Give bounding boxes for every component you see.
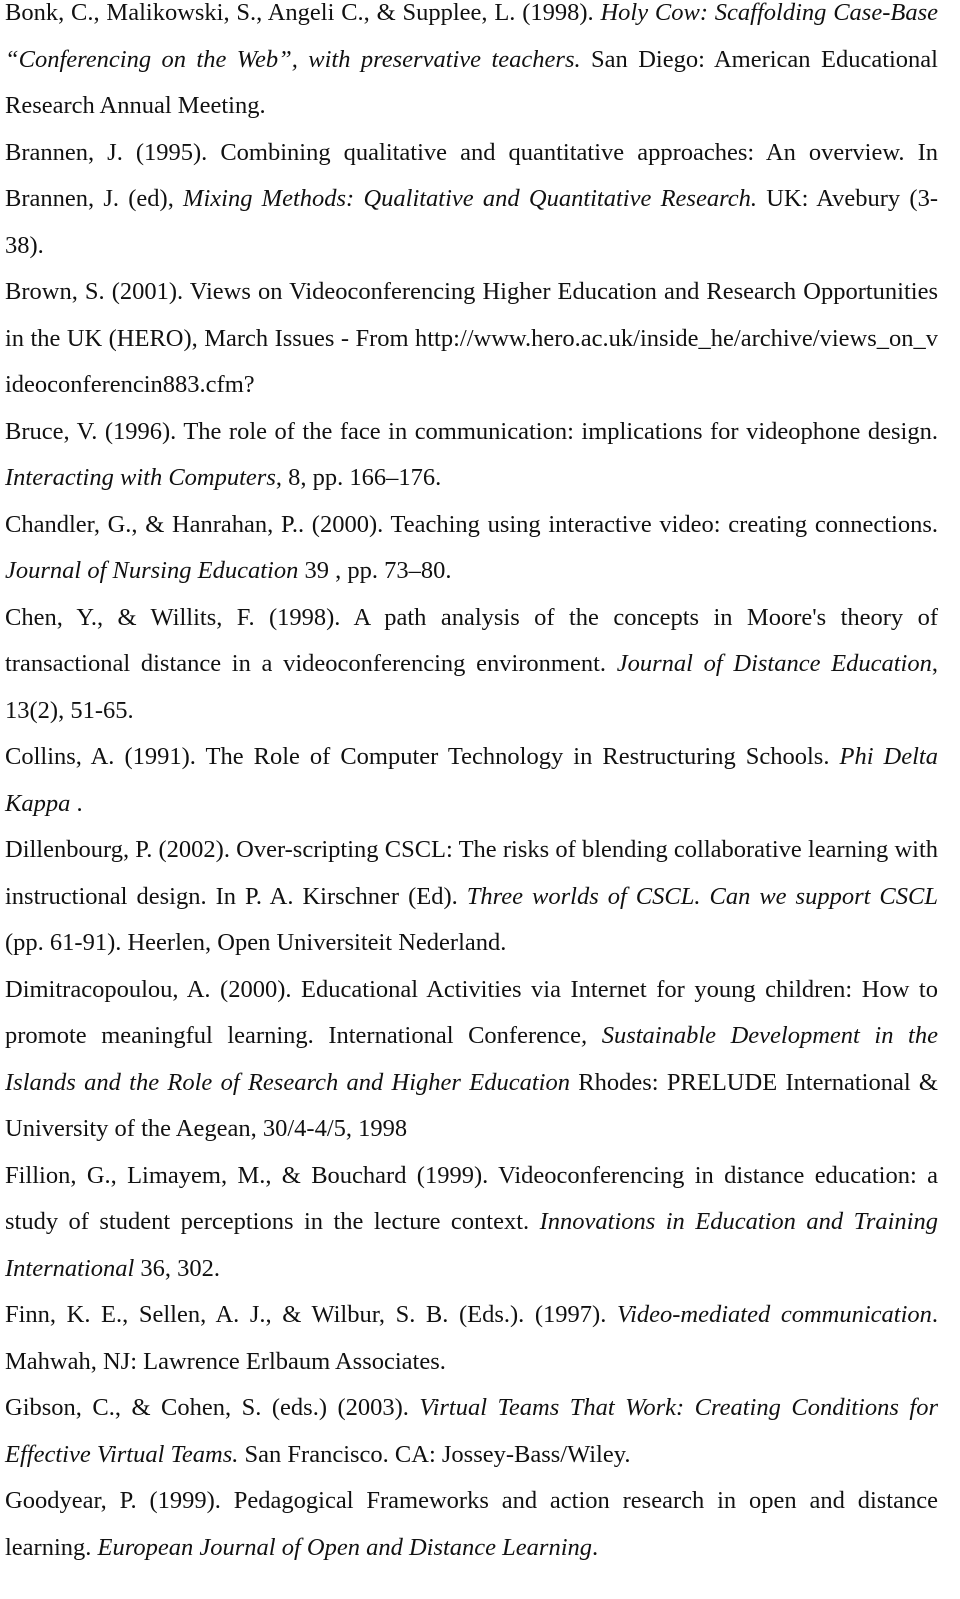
- reference-text: , 13(2), 51-65.: [5, 650, 938, 724]
- reference-text: Gibson, C., & Cohen, S. (eds.) (2003).: [5, 1394, 420, 1421]
- reference-entry: [5, 130, 938, 270]
- reference-text: Collins, A. (1991). The Role of Computer Technology in Restructuring Schools.: [5, 743, 840, 770]
- reference-text: San Diego: American Educational Research Annual Meeting.: [5, 45, 938, 119]
- reference-text: Dimitracopoulou, A. (2000). Educational Activities via Internet for young children: How to promote meaningful learning. International Conference: [5, 975, 938, 1049]
- reference-text: Finn, K. E., Sellen, A. J., & Wilbur, S. B. (Eds.). (1997).: [5, 1301, 617, 1328]
- reference-entry: [5, 1292, 938, 1385]
- reference-title: Virtual Teams That Work: Creating Conditions for Effective Virtual Teams.: [5, 1394, 938, 1468]
- reference-text: . Mahwah, NJ: Lawrence Erlbaum Associates.: [5, 1301, 938, 1375]
- reference-text: Brown, S. (2001). Views on Videoconferencing Higher Education and Research Opportunities in the UK (HERO), March Issues - From: [5, 278, 938, 352]
- reference-title: , Sustainable Development in the Islands and the Role of Research and Higher Education: [5, 1022, 938, 1096]
- reference-text: Chen, Y., & Willits, F. (1998). A path analysis of the concepts in Moore's theory of transactional distance in a videoconferencing environment.: [5, 603, 938, 677]
- reference-title: Video-mediated communication: [616, 1301, 932, 1328]
- reference-text: Chandler, G., & Hanrahan, P.. (2000). Teaching using interactive video: creating connections.: [5, 510, 938, 538]
- reference-text: 36, 302.: [134, 1254, 221, 1282]
- reference-title: Interacting with Computers: [5, 464, 276, 491]
- reference-entry: [5, 502, 938, 595]
- reference-text: San Francisco. CA: Jossey-Bass/Wiley.: [238, 1440, 631, 1468]
- reference-text: , 8, pp. 166–176.: [275, 464, 442, 491]
- reference-entry: [5, 409, 938, 502]
- reference-entry: [5, 967, 938, 1153]
- reference-text: Brannen, J. (1995). Combining qualitative and quantitative approaches: An overview. In Brannen, J. (ed),: [5, 138, 938, 212]
- reference-text: UK: Avebury (3-38).: [5, 185, 938, 259]
- reference-entry: [5, 269, 938, 409]
- reference-title: Innovations in Education and Training International: [5, 1208, 938, 1282]
- reference-title: Holy Cow: Scaffolding Case-Base “Conferencing on the Web”, with preservative teachers.: [5, 0, 938, 73]
- reference-entry: [5, 734, 938, 827]
- reference-title: Journal of Distance Education: [616, 650, 932, 677]
- reference-entry: [5, 0, 938, 130]
- reference-text: Rhodes: PRELUDE International & University of the Aegean, 30/4-4/5, 1998: [5, 1068, 938, 1142]
- reference-title: Mixing Methods: Qualitative and Quantitative Research.: [183, 185, 757, 212]
- reference-text: .: [592, 1533, 599, 1561]
- reference-entry: [5, 1478, 938, 1571]
- reference-text: Bruce, V. (1996). The role of the face in communication: implications for videophone design.: [5, 417, 938, 445]
- reference-entry: [5, 827, 938, 967]
- reference-text: Dillenbourg, P. (2002). Over-scripting CSCL: The risks of blending collaborative learning with instructional design. In P. A. Kirschner (Ed).: [5, 836, 938, 910]
- reference-title: European Journal of Open and Distance Learning: [97, 1533, 593, 1561]
- reference-url: http://www.hero.ac.uk/inside_he/archive/views_on_videoconferencin883.cfm?: [5, 324, 938, 398]
- reference-text: 39 , pp. 73–80.: [298, 557, 452, 584]
- reference-title: Three worlds of CSCL. Can we support CSCL: [466, 882, 938, 910]
- reference-title: Journal of Nursing Education: [5, 557, 299, 584]
- reference-text: .: [70, 789, 83, 817]
- reference-title: Phi Delta Kappa: [5, 743, 938, 817]
- reference-entry: [5, 595, 938, 735]
- reference-text: Bonk, C., Malikowski, S., Angeli C., & Supplee, L. (1998).: [5, 0, 601, 26]
- reference-text: Fillion, G., Limayem, M., & Bouchard (1999). Videoconferencing in distance education: a study of student perceptions in the lecture context.: [5, 1161, 938, 1235]
- reference-entry: [5, 1153, 938, 1293]
- reference-text: (pp. 61-91). Heerlen, Open Universiteit Nederland.: [5, 929, 507, 956]
- reference-entry: [5, 1385, 938, 1478]
- reference-text: Goodyear, P. (1999). Pedagogical Frameworks and action research in open and distance learning.: [5, 1487, 938, 1561]
